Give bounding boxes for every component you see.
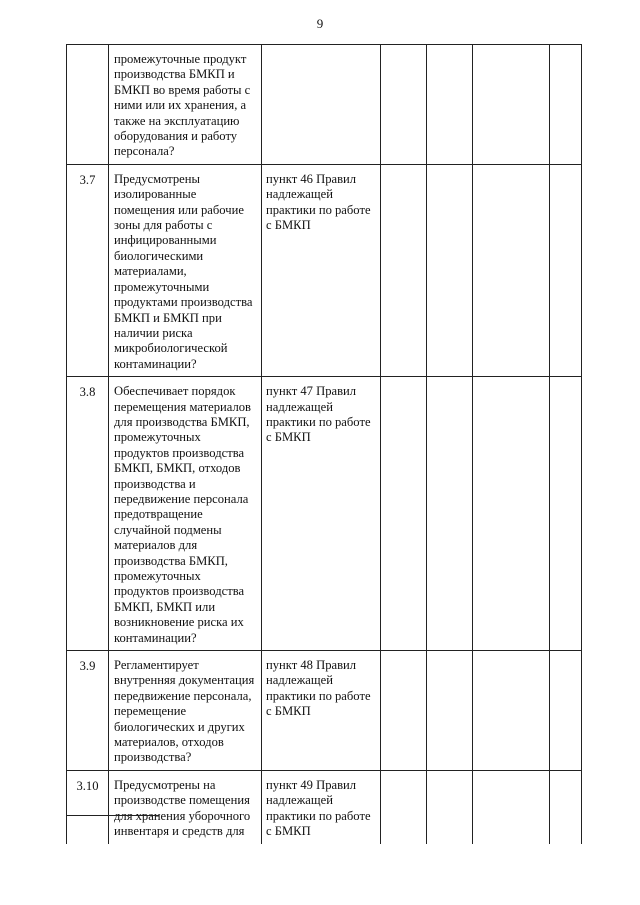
question-text: промежуточные продукт производства БМКП и БМКП во время работы с ними или их хранения, а также на эксплуатацию оборудования и работу персонала?	[114, 52, 251, 159]
note-cell[interactable]	[550, 770, 582, 843]
row-number-cell	[67, 377, 109, 651]
answer-cell-yes[interactable]	[381, 377, 427, 651]
question-text: Обеспечивает порядок перемещения материалов для производства БМКП, промежуточных продуктов производства БМКП, БМКП, отходов производства и передвижение персонала предотвращение случайной подмены материалов для производства БМКП, промежуточных продуктов производства БМКП, БМКП или возникновение риска их контаминации?	[114, 384, 251, 645]
answer-cell-na[interactable]	[473, 770, 550, 843]
reference-cell	[262, 377, 381, 651]
reference-text: пункт 48 Правил надлежащей практики по работе с БМКП	[266, 658, 371, 719]
row-number: 3.9	[79, 659, 96, 674]
reference-text	[262, 45, 380, 56]
answer-cell-yes[interactable]	[381, 164, 427, 376]
reference-cell	[262, 164, 381, 376]
answer-cell-na[interactable]	[473, 164, 550, 376]
row-number: 3.7	[79, 172, 96, 187]
answer-cell-na[interactable]	[473, 377, 550, 651]
table-row	[67, 377, 582, 651]
question-cell	[109, 770, 262, 843]
row-number-cell	[67, 45, 109, 165]
question-cell	[109, 45, 262, 165]
row-number	[67, 45, 108, 53]
answer-cell-no[interactable]	[427, 377, 473, 651]
answer-cell-yes[interactable]	[381, 45, 427, 165]
answer-cell-no[interactable]	[427, 651, 473, 771]
note-cell[interactable]	[550, 45, 582, 165]
question-cell	[109, 164, 262, 376]
answer-cell-no[interactable]	[427, 770, 473, 843]
reference-cell	[262, 651, 381, 771]
reference-text: пункт 49 Правил надлежащей практики по работе с БМКП	[266, 777, 371, 839]
answer-cell-na[interactable]	[473, 651, 550, 771]
answer-cell-yes[interactable]	[381, 770, 427, 843]
question-text: Предусмотрены изолированные помещения или рабочие зоны для работы с инфицированными биологическими материалами, промежуточными продуктами производства БМКП и БМКП при наличии риска микробиологической контаминации?	[114, 171, 253, 371]
note-cell[interactable]	[550, 377, 582, 651]
checklist-table	[66, 44, 582, 844]
row-number: 3.8	[79, 385, 96, 400]
reference-text: пункт 47 Правил надлежащей практики по работе с БМКП	[266, 384, 371, 445]
table-row	[67, 164, 582, 376]
row-number: 3.10	[76, 778, 99, 793]
answer-cell-no[interactable]	[427, 164, 473, 376]
note-cell[interactable]	[550, 164, 582, 376]
page-number: 9	[316, 16, 324, 31]
table-row	[67, 651, 582, 771]
row-number-cell	[67, 651, 109, 771]
question-cell	[109, 651, 262, 771]
row-number-cell	[67, 770, 109, 843]
reference-cell	[262, 45, 381, 165]
table-row	[67, 770, 582, 843]
reference-cell	[262, 770, 381, 843]
table-bottom-border	[66, 815, 159, 816]
table-row	[67, 45, 582, 165]
answer-cell-yes[interactable]	[381, 651, 427, 771]
question-cell	[109, 377, 262, 651]
reference-text: пункт 46 Правил надлежащей практики по работе с БМКП	[266, 171, 371, 233]
row-number-cell	[67, 164, 109, 376]
question-text: Регламентирует внутренняя документация передвижение персонала, перемещение биологических и других материалов, отходов производства?	[114, 658, 255, 765]
question-text: Предусмотрены на производстве помещения для хранения уборочного инвентаря и средств для	[114, 777, 251, 839]
note-cell[interactable]	[550, 651, 582, 771]
answer-cell-no[interactable]	[427, 45, 473, 165]
answer-cell-na[interactable]	[473, 45, 550, 165]
